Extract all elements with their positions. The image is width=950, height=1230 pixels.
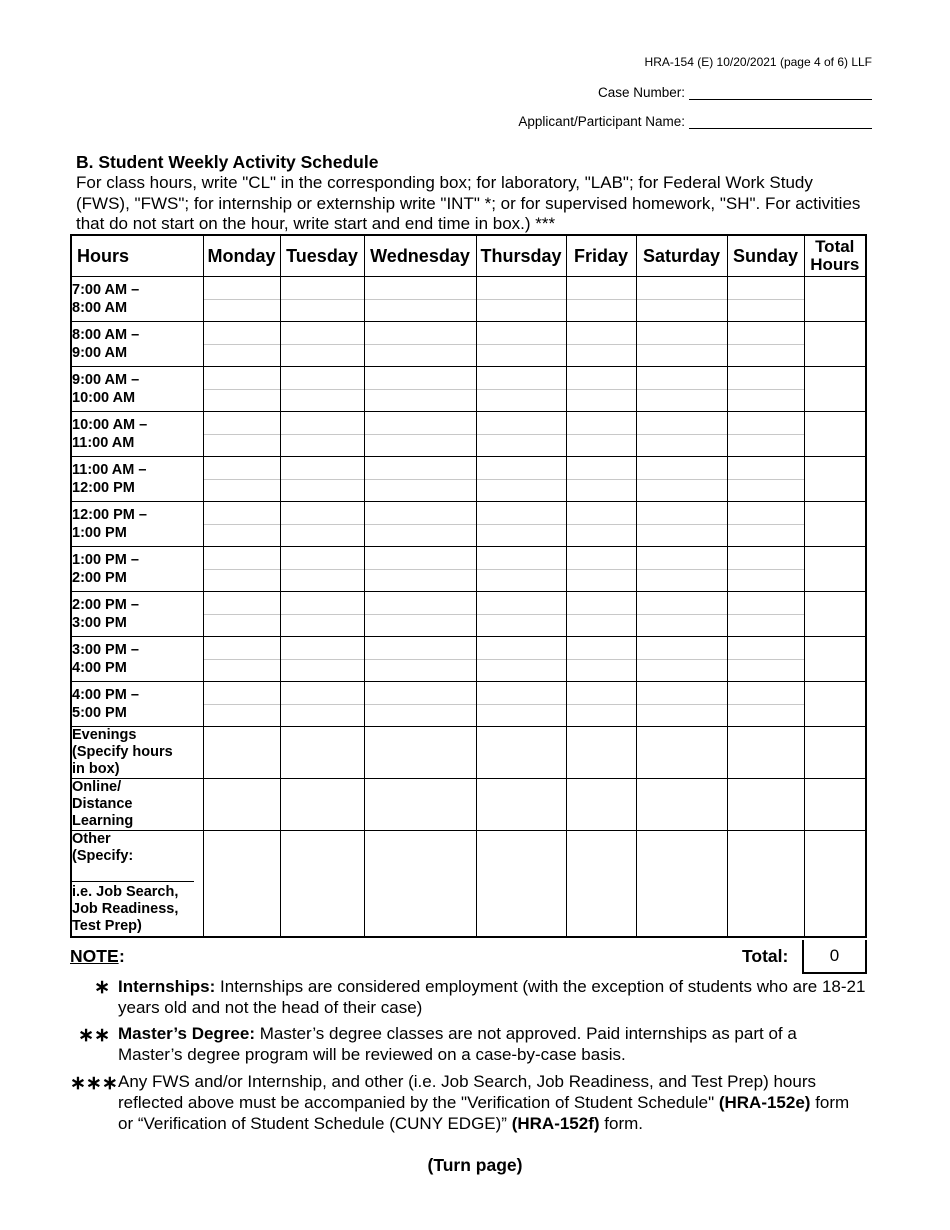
time-slot-label — [71, 592, 203, 637]
schedule-cell[interactable] — [280, 457, 364, 502]
schedule-cell[interactable] — [203, 831, 280, 938]
footnote-3-text1: Any FWS and/or Internship, and other (i.e. Job Search, Job Readiness, and Test Prep) hours reflected above must be accompanied by the "Verification of Student Schedule" — [118, 1072, 817, 1112]
time-slot-row — [71, 367, 866, 412]
schedule-cell[interactable] — [636, 367, 727, 412]
schedule-cell[interactable] — [203, 457, 280, 502]
time-slot-row — [71, 547, 866, 592]
half-hour-divider — [365, 389, 476, 390]
half-hour-divider — [477, 569, 566, 570]
half-hour-divider — [728, 344, 804, 345]
half-hour-divider — [567, 389, 636, 390]
schedule-cell[interactable] — [636, 547, 727, 592]
time-slot-start: 9:00 AM – — [72, 372, 140, 388]
schedule-cell[interactable] — [476, 682, 566, 727]
half-hour-divider — [728, 569, 804, 570]
evenings-label — [71, 727, 203, 779]
half-hour-divider — [637, 569, 727, 570]
schedule-cell[interactable] — [364, 592, 476, 637]
half-hour-divider — [567, 614, 636, 615]
half-hour-divider — [477, 389, 566, 390]
half-hour-divider — [281, 389, 364, 390]
half-hour-divider — [477, 704, 566, 705]
time-slot-start: 8:00 AM – — [72, 327, 140, 343]
half-hour-divider — [637, 524, 727, 525]
footnote-masters — [118, 1023, 866, 1065]
half-hour-divider — [281, 569, 364, 570]
header-row — [71, 235, 866, 277]
schedule-cell[interactable] — [566, 322, 636, 367]
half-hour-divider — [637, 299, 727, 300]
half-hour-divider — [728, 434, 804, 435]
other-label — [71, 831, 203, 938]
schedule-cell[interactable] — [364, 502, 476, 547]
footnote-3-bold2: (HRA-152f) — [511, 1114, 600, 1133]
schedule-cell[interactable] — [203, 682, 280, 727]
footnote-1-mark: ∗ — [94, 977, 110, 998]
half-hour-divider — [567, 299, 636, 300]
half-hour-divider — [477, 479, 566, 480]
time-slot-label — [71, 277, 203, 322]
schedule-cell[interactable] — [476, 637, 566, 682]
total-hours-cell[interactable] — [804, 637, 866, 682]
half-hour-divider — [204, 479, 280, 480]
schedule-cell[interactable] — [203, 592, 280, 637]
schedule-cell[interactable] — [203, 547, 280, 592]
half-hour-divider — [477, 659, 566, 660]
half-hour-divider — [728, 299, 804, 300]
half-hour-divider — [728, 524, 804, 525]
footnote-2-text: Master’s degree classes are not approved. Paid internships as part of a Master’s degree program will be reviewed on a case-by-case basis. — [118, 1024, 797, 1064]
time-slot-start: 3:00 PM – — [72, 642, 139, 658]
footnote-verification — [118, 1071, 866, 1134]
schedule-cell[interactable] — [203, 322, 280, 367]
half-hour-divider — [281, 614, 364, 615]
header-wednesday: Wednesday — [364, 235, 476, 277]
schedule-cell[interactable] — [280, 779, 364, 831]
time-slot-row — [71, 412, 866, 457]
schedule-cell[interactable] — [566, 412, 636, 457]
half-hour-divider — [477, 524, 566, 525]
schedule-cell[interactable] — [476, 457, 566, 502]
half-hour-divider — [477, 614, 566, 615]
total-hours-cell[interactable] — [804, 682, 866, 727]
time-slot-end: 8:00 AM — [72, 300, 128, 316]
case-number-input[interactable] — [689, 84, 872, 100]
time-slot-end: 9:00 AM — [72, 345, 128, 361]
total-hours-cell[interactable] — [804, 322, 866, 367]
half-hour-divider — [365, 524, 476, 525]
header-total-hours — [804, 235, 866, 277]
half-hour-divider — [204, 704, 280, 705]
header-sunday: Sunday — [727, 235, 804, 277]
half-hour-divider — [477, 344, 566, 345]
footnote-1-text: Internships are considered employment (with the exception of students who are 18-21 years old and not the head of their case) — [118, 977, 866, 1017]
schedule-cell[interactable] — [727, 779, 804, 831]
grand-total-box[interactable] — [802, 940, 867, 974]
header-total-line2: Hours — [810, 255, 860, 274]
evenings-line3: in box) — [72, 761, 120, 777]
schedule-cell[interactable] — [280, 727, 364, 779]
half-hour-divider — [637, 434, 727, 435]
schedule-cell[interactable] — [203, 367, 280, 412]
schedule-cell[interactable] — [566, 547, 636, 592]
schedule-cell[interactable] — [636, 727, 727, 779]
total-hours-cell[interactable] — [804, 277, 866, 322]
schedule-cell[interactable] — [566, 457, 636, 502]
schedule-cell[interactable] — [476, 367, 566, 412]
half-hour-divider — [365, 434, 476, 435]
schedule-cell[interactable] — [364, 277, 476, 322]
schedule-cell[interactable] — [476, 547, 566, 592]
time-slot-label — [71, 547, 203, 592]
time-slot-end: 11:00 AM — [72, 435, 135, 451]
time-slot-label — [71, 367, 203, 412]
weekly-schedule-table — [70, 234, 867, 938]
applicant-name-label: Applicant/Participant Name: — [518, 114, 685, 129]
half-hour-divider — [281, 344, 364, 345]
schedule-cell[interactable] — [280, 637, 364, 682]
total-hours-cell[interactable] — [804, 412, 866, 457]
half-hour-divider — [567, 434, 636, 435]
time-slot-start: 2:00 PM – — [72, 597, 139, 613]
time-slot-label — [71, 682, 203, 727]
time-slot-label — [71, 412, 203, 457]
turn-page: (Turn page) — [427, 1155, 523, 1175]
footnote-3-bold1: (HRA-152e) — [718, 1093, 811, 1112]
schedule-cell[interactable] — [280, 367, 364, 412]
evenings-line1: Evenings — [72, 727, 137, 743]
online-line1: Online/ — [72, 779, 122, 795]
half-hour-divider — [637, 344, 727, 345]
schedule-cell[interactable] — [203, 412, 280, 457]
half-hour-divider — [728, 659, 804, 660]
half-hour-divider — [567, 704, 636, 705]
time-slot-row — [71, 457, 866, 502]
schedule-cell[interactable] — [727, 682, 804, 727]
schedule-cell[interactable] — [476, 592, 566, 637]
half-hour-divider — [204, 344, 280, 345]
schedule-cell[interactable] — [280, 322, 364, 367]
time-slot-start: 7:00 AM – — [72, 282, 140, 298]
time-slot-row — [71, 502, 866, 547]
schedule-cell[interactable] — [566, 637, 636, 682]
schedule-cell[interactable] — [566, 682, 636, 727]
other-line5: Test Prep) — [72, 918, 142, 934]
footnote-2-bold: Master’s Degree: — [118, 1024, 256, 1043]
total-hours-cell[interactable] — [804, 502, 866, 547]
total-hours-cell[interactable] — [804, 367, 866, 412]
half-hour-divider — [365, 659, 476, 660]
header-hours: Hours — [71, 235, 203, 277]
total-hours-cell[interactable] — [804, 547, 866, 592]
time-slot-end: 5:00 PM — [72, 705, 127, 721]
footnote-1-bold: Internships: — [118, 977, 216, 996]
time-slot-label — [71, 502, 203, 547]
header-monday: Monday — [203, 235, 280, 277]
time-slot-start: 1:00 PM – — [72, 552, 139, 568]
time-slot-row — [71, 592, 866, 637]
schedule-cell[interactable] — [636, 412, 727, 457]
schedule-cell[interactable] — [476, 502, 566, 547]
total-label: Total: — [742, 946, 789, 966]
note-colon: : — [119, 946, 125, 966]
half-hour-divider — [637, 479, 727, 480]
half-hour-divider — [204, 569, 280, 570]
case-number-label: Case Number: — [597, 85, 685, 100]
footnote-3-text3: form. — [599, 1114, 643, 1133]
case-number-row — [598, 84, 872, 100]
header-thursday: Thursday — [476, 235, 566, 277]
half-hour-divider — [204, 389, 280, 390]
time-slot-start: 10:00 AM – — [72, 417, 148, 433]
half-hour-divider — [477, 299, 566, 300]
half-hour-divider — [637, 389, 727, 390]
footnote-3-text2: form or “Verification of Student Schedule (CUNY EDGE)” — [118, 1093, 850, 1133]
schedule-cell[interactable] — [280, 412, 364, 457]
half-hour-divider — [281, 434, 364, 435]
half-hour-divider — [281, 479, 364, 480]
schedule-cell[interactable] — [280, 502, 364, 547]
other-row — [71, 831, 866, 938]
schedule-cell[interactable] — [727, 277, 804, 322]
schedule-cell[interactable] — [636, 277, 727, 322]
half-hour-divider — [728, 389, 804, 390]
total-hours-cell[interactable] — [804, 457, 866, 502]
schedule-cell[interactable] — [203, 779, 280, 831]
schedule-cell[interactable] — [476, 727, 566, 779]
half-hour-divider — [281, 659, 364, 660]
time-slot-label — [71, 457, 203, 502]
schedule-cell[interactable] — [364, 547, 476, 592]
half-hour-divider — [567, 344, 636, 345]
half-hour-divider — [204, 299, 280, 300]
half-hour-divider — [567, 659, 636, 660]
schedule-cell[interactable] — [636, 322, 727, 367]
other-specify-line[interactable] — [72, 865, 194, 882]
time-slot-row — [71, 682, 866, 727]
section-title: B. Student Weekly Activity Schedule — [76, 152, 379, 172]
time-slot-row — [71, 277, 866, 322]
evenings-line2: (Specify hours — [72, 744, 173, 760]
schedule-cell[interactable] — [727, 367, 804, 412]
half-hour-divider — [728, 479, 804, 480]
schedule-cell[interactable] — [364, 322, 476, 367]
schedule-cell[interactable] — [364, 412, 476, 457]
total-hours-cell[interactable] — [804, 727, 866, 779]
half-hour-divider — [567, 479, 636, 480]
schedule-cell[interactable] — [566, 779, 636, 831]
schedule-cell[interactable] — [727, 831, 804, 938]
half-hour-divider — [281, 524, 364, 525]
schedule-cell[interactable] — [636, 502, 727, 547]
online-row — [71, 779, 866, 831]
schedule-cell[interactable] — [364, 831, 476, 938]
schedule-cell[interactable] — [280, 682, 364, 727]
schedule-cell[interactable] — [280, 592, 364, 637]
schedule-cell[interactable] — [364, 779, 476, 831]
half-hour-divider — [728, 704, 804, 705]
half-hour-divider — [365, 569, 476, 570]
half-hour-divider — [365, 344, 476, 345]
total-hours-cell[interactable] — [804, 779, 866, 831]
half-hour-divider — [567, 524, 636, 525]
schedule-cell[interactable] — [636, 457, 727, 502]
time-slot-end: 10:00 AM — [72, 390, 136, 406]
time-slot-row — [71, 637, 866, 682]
half-hour-divider — [281, 299, 364, 300]
time-slot-start: 4:00 PM – — [72, 687, 139, 703]
schedule-cell[interactable] — [203, 637, 280, 682]
half-hour-divider — [567, 569, 636, 570]
half-hour-divider — [637, 659, 727, 660]
footnote-2-mark: ∗∗ — [78, 1025, 110, 1046]
schedule-cell[interactable] — [203, 502, 280, 547]
other-line4: Job Readiness, — [72, 901, 179, 917]
schedule-cell[interactable] — [566, 831, 636, 938]
schedule-cell[interactable] — [727, 637, 804, 682]
time-slot-start: 11:00 AM – — [72, 462, 147, 478]
other-line1: Other — [72, 831, 111, 847]
time-slot-end: 3:00 PM — [72, 615, 127, 631]
applicant-name-row — [518, 113, 872, 129]
schedule-cell[interactable] — [727, 457, 804, 502]
schedule-cell[interactable] — [636, 831, 727, 938]
half-hour-divider — [477, 434, 566, 435]
half-hour-divider — [637, 704, 727, 705]
half-hour-divider — [204, 614, 280, 615]
schedule-cell[interactable] — [364, 457, 476, 502]
schedule-cell[interactable] — [636, 682, 727, 727]
other-line3: i.e. Job Search, — [72, 884, 179, 900]
schedule-cell[interactable] — [566, 592, 636, 637]
schedule-cell[interactable] — [364, 727, 476, 779]
half-hour-divider — [204, 659, 280, 660]
schedule-cell[interactable] — [636, 779, 727, 831]
form-id: HRA-154 (E) 10/20/2021 (page 4 of 6) LLF — [644, 55, 872, 69]
schedule-cell[interactable] — [280, 831, 364, 938]
instructions: For class hours, write "CL" in the corresponding box; for laboratory, "LAB"; for Federal Work Study (FWS), "FWS"; for internship or externship write "INT" *; or for supervised homework, "SH". For activities that do not start on the hour, write start and end time in box.) *** — [76, 173, 861, 233]
schedule-cell[interactable] — [476, 322, 566, 367]
half-hour-divider — [728, 614, 804, 615]
schedule-cell[interactable] — [203, 277, 280, 322]
footnote-3-mark: ∗∗∗ — [70, 1073, 118, 1094]
other-line2: (Specify: — [72, 848, 134, 864]
schedule-cell[interactable] — [203, 727, 280, 779]
schedule-cell[interactable] — [280, 547, 364, 592]
half-hour-divider — [204, 434, 280, 435]
schedule-cell[interactable] — [364, 637, 476, 682]
header-total-line1: Total — [815, 237, 855, 256]
half-hour-divider — [365, 704, 476, 705]
schedule-cell[interactable] — [727, 502, 804, 547]
header-friday: Friday — [566, 235, 636, 277]
half-hour-divider — [281, 704, 364, 705]
schedule-cell[interactable] — [364, 682, 476, 727]
total-hours-cell[interactable] — [804, 831, 866, 938]
applicant-name-input[interactable] — [689, 113, 872, 129]
half-hour-divider — [365, 479, 476, 480]
schedule-cell[interactable] — [566, 277, 636, 322]
time-slot-start: 12:00 PM – — [72, 507, 147, 523]
time-slot-row — [71, 322, 866, 367]
schedule-cell[interactable] — [476, 277, 566, 322]
half-hour-divider — [365, 614, 476, 615]
header-saturday: Saturday — [636, 235, 727, 277]
schedule-cell[interactable] — [476, 412, 566, 457]
grand-total-value: 0 — [829, 946, 840, 965]
schedule-cell[interactable] — [727, 727, 804, 779]
time-slot-label — [71, 637, 203, 682]
time-slot-end: 4:00 PM — [72, 660, 127, 676]
schedule-cell[interactable] — [476, 779, 566, 831]
schedule-cell[interactable] — [566, 727, 636, 779]
online-line2: Distance — [72, 796, 133, 812]
schedule-cell[interactable] — [727, 412, 804, 457]
schedule-cell[interactable] — [364, 367, 476, 412]
schedule-cell[interactable] — [636, 592, 727, 637]
schedule-cell[interactable] — [636, 637, 727, 682]
online-line3: Learning — [72, 813, 134, 829]
note-label: NOTE — [70, 946, 119, 966]
half-hour-divider — [204, 524, 280, 525]
footnote-internships — [118, 976, 866, 1018]
schedule-cell[interactable] — [476, 831, 566, 938]
schedule-cell[interactable] — [280, 277, 364, 322]
time-slot-end: 12:00 PM — [72, 480, 135, 496]
time-slot-end: 2:00 PM — [72, 570, 127, 586]
header-tuesday: Tuesday — [280, 235, 364, 277]
half-hour-divider — [365, 299, 476, 300]
online-label — [71, 779, 203, 831]
schedule-cell[interactable] — [727, 322, 804, 367]
schedule-cell[interactable] — [727, 592, 804, 637]
total-hours-cell[interactable] — [804, 592, 866, 637]
time-slot-label — [71, 322, 203, 367]
half-hour-divider — [637, 614, 727, 615]
schedule-cell[interactable] — [566, 502, 636, 547]
schedule-cell[interactable] — [727, 547, 804, 592]
time-slot-end: 1:00 PM — [72, 525, 127, 541]
schedule-cell[interactable] — [566, 367, 636, 412]
evenings-row — [71, 727, 866, 779]
